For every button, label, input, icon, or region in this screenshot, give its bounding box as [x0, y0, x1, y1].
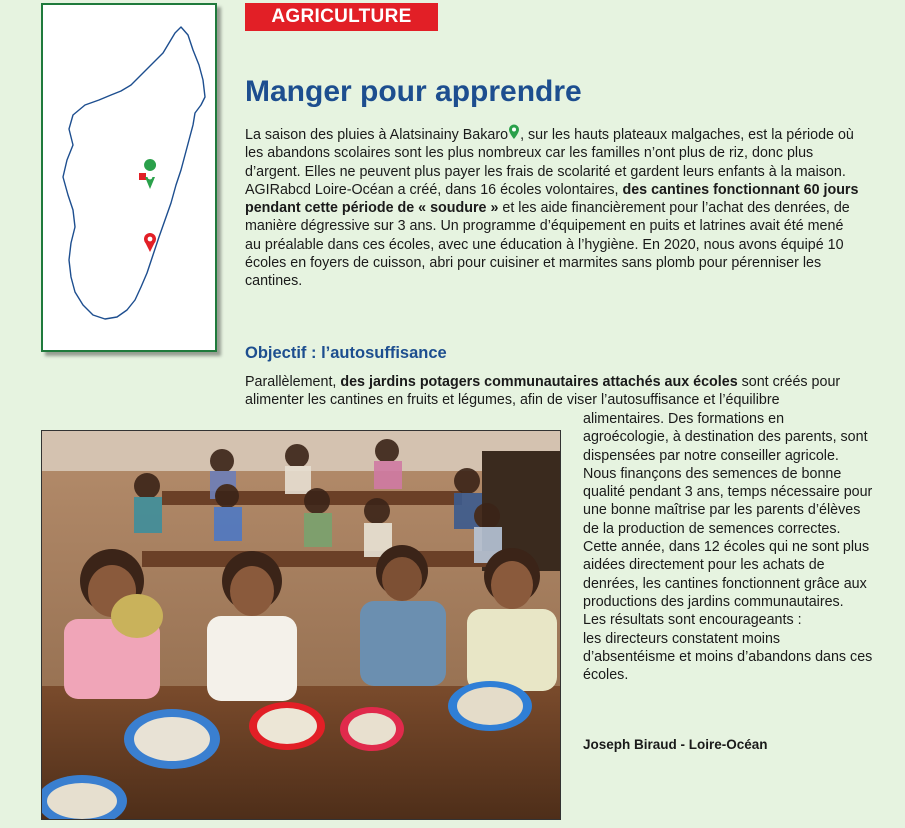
map-pin-icon	[144, 233, 156, 252]
article-title: Manger pour apprendre	[245, 75, 582, 108]
right-column-text	[583, 410, 873, 684]
paragraph-7: les directeurs constatent moins d’absentéisme et moins d’abandons dans ces écoles.	[583, 630, 873, 684]
location-pin-icon	[508, 124, 520, 140]
children-eating-image	[42, 431, 560, 819]
project-location-icon	[139, 159, 156, 189]
article-author: Joseph Biraud - Loire-Océan	[583, 737, 768, 752]
paragraph-3: Parallèlement, des jardins potagers communautaires attachés aux écoles sont créés pour alimenter les cantines en fruits et légumes, afin de viser l’autosuffisance et l’équilibre	[245, 374, 841, 409]
canteen-photo	[41, 430, 561, 820]
article-body	[245, 124, 860, 291]
paragraph-4: alimentaires. Des formations en agroécologie, à destination des parents, sont dispensées par notre conseiller agricole. Nous finançons des semences de bonne qualité pendant 3 ans, temps nécessaire pour une bonne maîtrise par les parents d’élèves de la production de semences correctes.	[583, 411, 873, 537]
paragraph-5: Cette année, dans 12 écoles qui ne sont plus aidées directement pour les achats de denrées, les cantines fonctionnent grâce aux productions des jardins communautaires.	[583, 539, 870, 610]
madagascar-map	[41, 3, 217, 352]
map-outline	[43, 5, 215, 350]
section-tag: AGRICULTURE	[245, 3, 438, 31]
paragraph-6: Les résultats sont encourageants :	[583, 612, 802, 629]
paragraph-2: AGIRabcd Loire-Océan a créé, dans 16 écoles volontaires, des cantines fonctionnant 60 jours pendant cette période de « soudure » et les aide financièrement pour l’achat des denrées, de manière dégressive sur 3 ans. Un programme d’équipement en puits et latrines avait été mené au préalable dans ces écoles, avec une éducation à l’hygiène. En 2020, nous avons équipé 10 écoles en foyers de cuisson, abri pour cuisiner et marmites sans plomb pour pérenniser les cantines.	[245, 181, 859, 290]
section-subtitle: Objectif : l’autosuffisance	[245, 344, 447, 362]
paragraph-1: La saison des pluies à Alatsinainy Bakaro , sur les hauts plateaux malgaches, est la période où les abandons scolaires sont les plus nombreux car les familles n’ont plus de riz, donc plus d’argent. Elles ne peuvent plus payer les frais de scolarité et gardent leurs enfants à la maison.	[245, 124, 860, 181]
